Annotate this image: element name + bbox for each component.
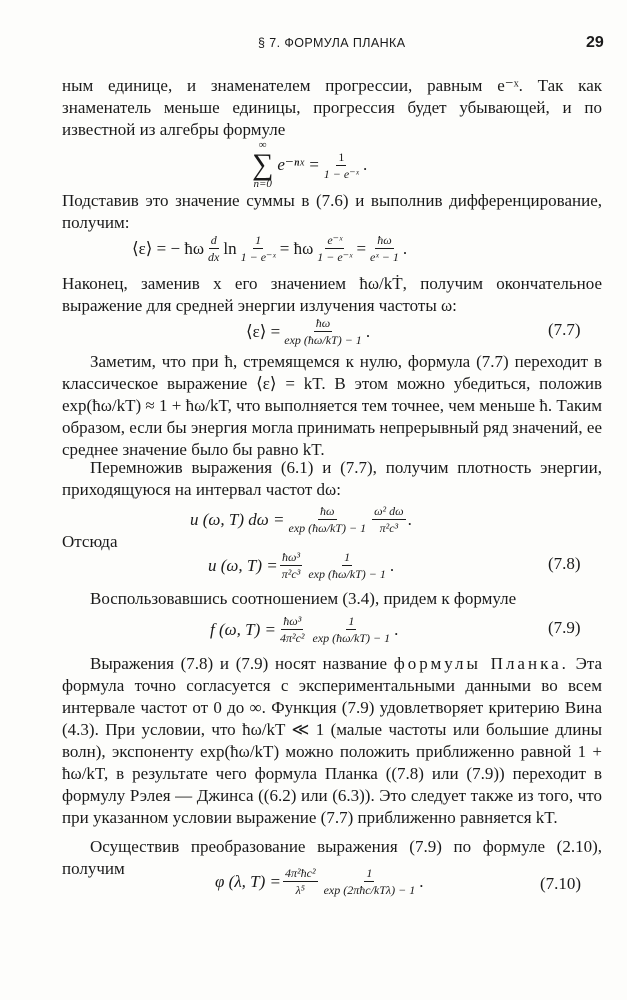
paragraph-4: Заметим, что при ħ, стремящемся к нулю, формула (7.7) переходит в классическое выражение ⟨ε⟩ = kT. В этом можно убедиться, положив exp(ħω/kT) ≈ 1 + ħω/kT, что выполняется тем точнее, чем меньше ħ. Таким образом, если бы энергия могла принимать непрерывный ряд значений, ее среднее значение было бы равно kT. xyxy=(62,352,602,459)
equation-number-7-9: (7.9) xyxy=(548,618,581,637)
otsyuda-label: Отсюда xyxy=(62,532,118,551)
paragraph-6: Воспользовавшись соотношением (3.4), придем к формуле xyxy=(90,589,517,608)
paragraph-2: Подставив это значение суммы в (7.6) и выполнив дифференцирование, получим: xyxy=(62,191,602,232)
running-title: § 7. ФОРМУЛА ПЛАНКА xyxy=(258,36,406,50)
equation-number-7-8: (7.8) xyxy=(548,554,581,573)
equation-geometric-sum: ∞ ∑ n=0 e⁻ⁿˣ = $\frac{1}{\text{1 − e⁻ˣ}}$ . xyxy=(252,139,368,190)
paragraph-7: Выражения (7.8) и (7.9) носят название формулы Планка. Эта формула точно согласуется с экспериментальными данными во всем интервале частот от 0 до ∞. Функция (7.9) удовлетворяет критерию Вина (4.3). При условии, что ħω/kT ≪ 1 (малые частоты или большие длины волн), экспоненту exp(ħω/kT) можно положить приближенно равной 1 + ħω/kT, в результате чего формула Планка ((7.8) или (7.9)) переходит в формулу Рэлея — Джинса ((6.2) или (6.3)). Это следует также из того, что при указанном условии выражение (7.7) приближенно равняется kT. xyxy=(62,654,603,827)
paragraph-1: ным единице, и знаменателем прогрессии, равным e⁻ˣ. Так как знаменатель меньше единицы, прогрессия будет убывающей, и по известной из алгебры формуле xyxy=(62,76,602,139)
paragraph-5: Перемножив выражения (6.1) и (7.7), получим плотность энергии, приходящуюся на интервал частот dω: xyxy=(62,458,602,499)
sum-term: e⁻ⁿˣ = xyxy=(277,155,320,174)
equation-7-9: f (ω, T) = $\frac{\text{ħω³}}{\text{4π²c²}}$ $\frac{1}{\exp (ħ\omega/kT) - 1}$ . xyxy=(210,614,399,645)
sum-fraction: $\frac{1}{\text{1 − e⁻ˣ}}$ xyxy=(323,149,359,181)
paragraph-8: Осуществив преобразование выражения (7.9) по формуле (2.10), получим xyxy=(62,837,602,878)
equation-7-10: φ (λ, T) = $\frac{\text{4π²ħc²}}{\text{λ⁵}}$ $\frac{1}{\text{exp (2πħc/kTλ) − 1}}$ . xyxy=(215,866,424,897)
running-header xyxy=(0,34,627,56)
equation-energy-density: u (ω, T) dω = $\frac{ħ\omega}{\exp (ħ\omega/kT) - 1}$ $\frac{\text{ω² dω}}{\text{π²c³}}$ . xyxy=(190,504,412,535)
planck-formula-term: формулы Планка. xyxy=(393,654,569,673)
paragraph-3: Наконец, заменив x его значением ħω/kṪ, получим окончательное выражение для средней энергии излучения частоты ω: xyxy=(62,274,602,315)
equation-number-7-7: (7.7) xyxy=(548,320,581,339)
equation-differentiation: ⟨ε⟩ = − ħω $\frac{d}{dx}$ ln $\frac{1}{\text{1 − e⁻ˣ}}$ = ħω $\frac{\text{e⁻ˣ}}{\text{1 − e⁻ˣ}}$ = $\frac{ħ\omega}{\text{eˣ − 1}}$ . xyxy=(132,233,408,264)
equation-7-7: ⟨ε⟩ = $\frac{ħ\omega}{\exp (ħ\omega/kT) - 1}$ . xyxy=(246,316,371,347)
equation-7-8: u (ω, T) = $\frac{\text{ħω³}}{\text{π²c³}}$ $\frac{1}{\exp (ħ\omega/kT) - 1}$ . xyxy=(208,550,395,581)
page-number: 29 xyxy=(586,34,604,51)
sum-operator: ∞ ∑ n=0 xyxy=(252,139,274,190)
equation-number-7-10: (7.10) xyxy=(540,874,582,893)
